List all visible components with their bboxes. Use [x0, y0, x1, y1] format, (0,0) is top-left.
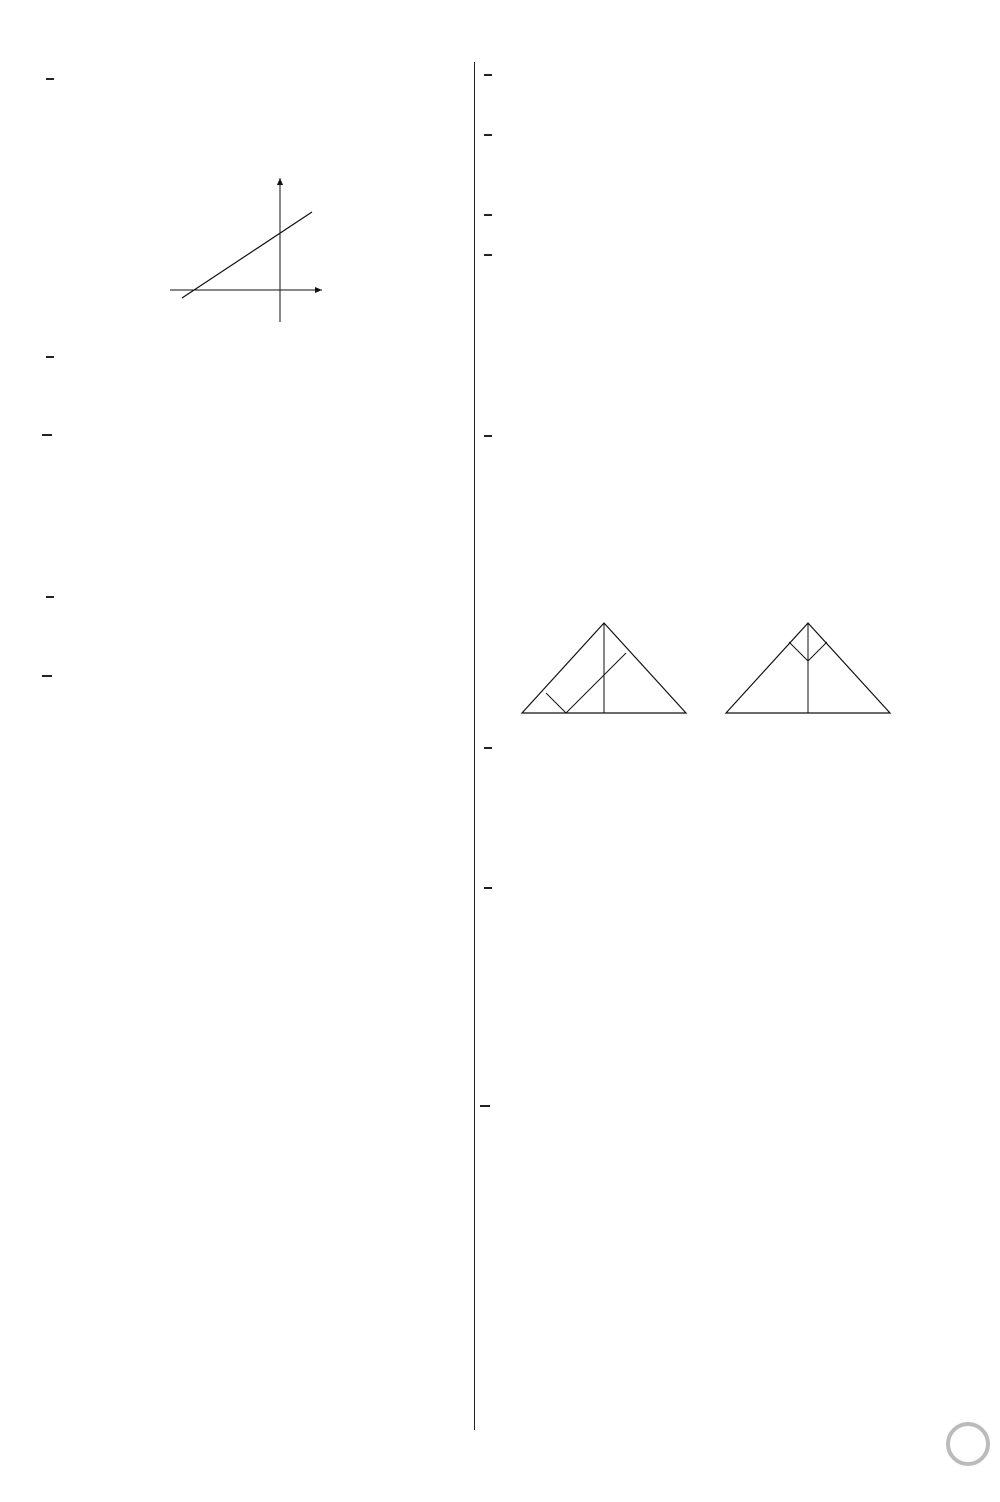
mingshi-label	[480, 1105, 490, 1107]
q2-line	[42, 384, 470, 404]
segment-pf	[566, 653, 626, 713]
q8-tag	[484, 435, 492, 437]
function-line	[182, 212, 312, 298]
q10-line	[480, 915, 920, 935]
q5-line	[480, 142, 920, 162]
figure-1	[510, 609, 700, 735]
question-1	[42, 66, 470, 166]
segment-pe	[789, 642, 808, 661]
q3-line	[42, 625, 470, 645]
q7-line	[480, 303, 920, 323]
q10-line	[480, 935, 920, 955]
q8-line	[480, 443, 920, 463]
right-column	[480, 62, 920, 1113]
jiqiao-label	[42, 675, 52, 677]
q5-line	[480, 162, 920, 182]
q1-tag	[46, 78, 54, 80]
q8-line	[480, 523, 920, 543]
gaofen-line	[42, 444, 470, 464]
q9-tag	[484, 747, 492, 749]
q2-line	[42, 364, 470, 384]
q3-line	[42, 605, 470, 625]
q9-line	[480, 855, 920, 875]
q10-line	[480, 1075, 920, 1095]
q8-line	[480, 463, 920, 483]
q9-line	[480, 775, 920, 795]
triangle-figures	[510, 609, 920, 735]
question-8	[480, 423, 920, 603]
question-9	[480, 735, 920, 875]
q1-line	[42, 86, 470, 106]
figure-2-diagram	[714, 609, 904, 729]
q10-line	[480, 1035, 920, 1055]
q9-line	[480, 755, 920, 775]
q8-line	[480, 543, 920, 563]
q7-line	[480, 403, 920, 423]
q9-line	[480, 795, 920, 815]
jiqiao-tip	[42, 665, 470, 683]
q10-line	[480, 975, 920, 995]
q10-line	[480, 995, 920, 1015]
q4-line	[480, 102, 920, 122]
q6-line	[480, 222, 920, 242]
watermark-logo-icon	[830, 1400, 990, 1498]
q7-line	[480, 363, 920, 383]
q5-tag	[484, 134, 492, 136]
q9-line	[480, 835, 920, 855]
segment-pf	[808, 642, 827, 661]
q6-tag	[484, 214, 492, 216]
y-axis-arrow-icon	[277, 178, 283, 185]
question-5	[480, 122, 920, 202]
q7-tag	[484, 254, 492, 256]
q2-tag	[46, 356, 54, 358]
question-4	[480, 62, 920, 122]
q1-line	[42, 126, 470, 146]
figure-1-diagram	[510, 609, 700, 729]
q10-line	[480, 1055, 920, 1075]
gaofen-line	[42, 564, 470, 584]
q7-line	[480, 263, 920, 283]
q10-tag	[484, 887, 492, 889]
question-6	[480, 202, 920, 242]
q8-line	[480, 563, 920, 583]
q3-line	[42, 645, 470, 665]
q7-line	[480, 383, 920, 403]
q10-line	[480, 895, 920, 915]
gaofen-tip	[42, 424, 470, 584]
q4-line	[480, 82, 920, 102]
q2-line	[42, 404, 470, 424]
question-3	[42, 584, 470, 664]
gaofen-line	[42, 504, 470, 524]
gaofen-label	[42, 434, 52, 436]
q10-line	[480, 955, 920, 975]
gaofen-line	[42, 464, 470, 484]
q8-line	[480, 583, 920, 603]
mingshi-tip	[480, 1095, 920, 1113]
question-10	[480, 875, 920, 1095]
column-divider	[474, 62, 475, 1430]
q3-tag	[46, 596, 54, 598]
q1-line	[42, 106, 470, 126]
q7-line	[480, 323, 920, 343]
gaofen-line	[42, 484, 470, 504]
gaofen-line	[42, 544, 470, 564]
linear-function-graph	[162, 172, 332, 332]
q9-line	[480, 815, 920, 835]
q8-line	[480, 483, 920, 503]
q4-tag	[484, 74, 492, 76]
segment-pe	[546, 693, 566, 713]
gaofen-line	[42, 524, 470, 544]
q1-line	[42, 146, 470, 166]
x-axis-arrow-icon	[315, 287, 322, 293]
figure-2	[714, 609, 904, 735]
q5-line	[480, 182, 920, 202]
left-column	[42, 62, 470, 682]
q7-line	[480, 283, 920, 303]
question-2	[42, 344, 470, 424]
q7-line	[480, 343, 920, 363]
question-7	[480, 242, 920, 422]
q10-line	[480, 1015, 920, 1035]
q8-line	[480, 503, 920, 523]
